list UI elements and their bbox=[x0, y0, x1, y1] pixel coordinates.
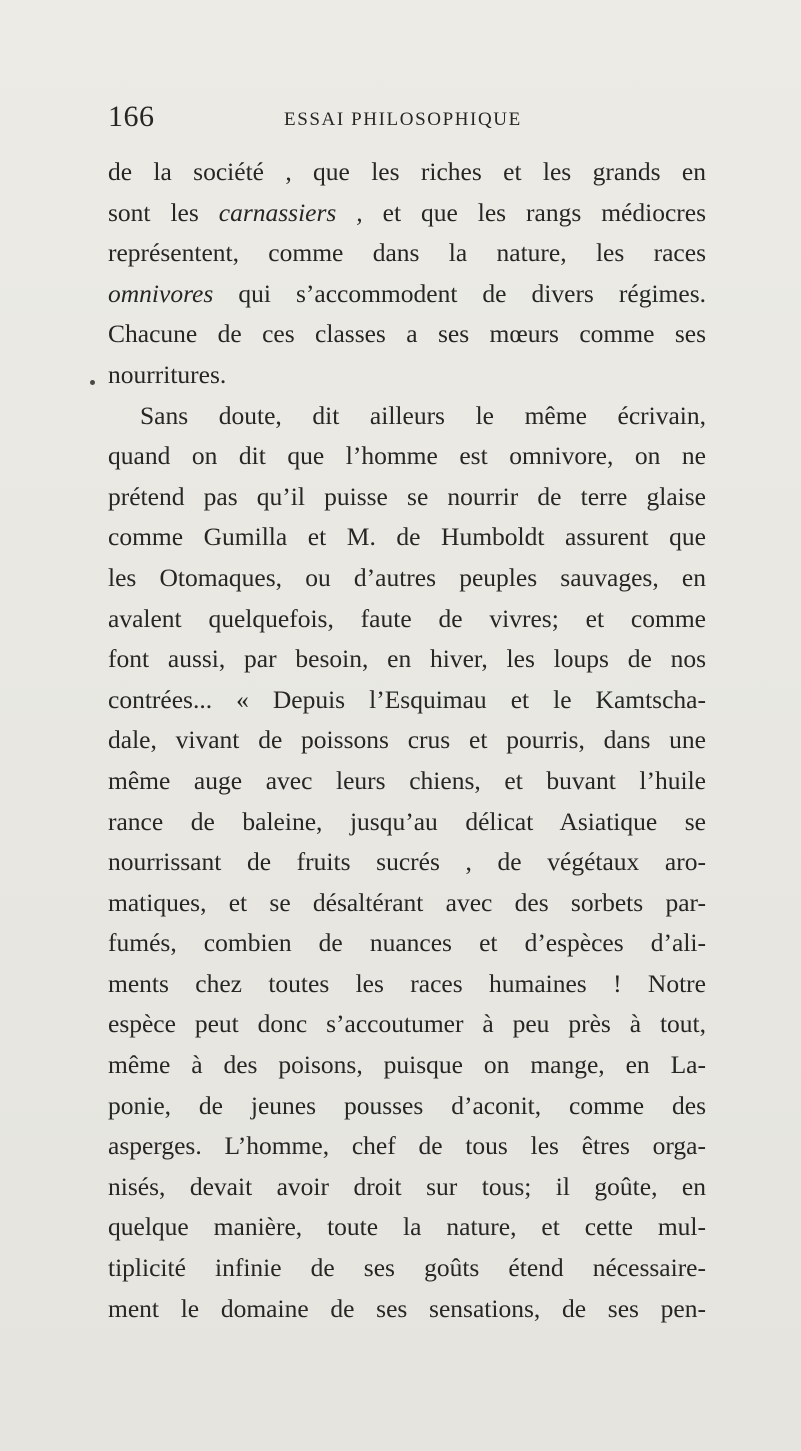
text-line: fumés, combien de nuances et d’espèces d’ali- bbox=[108, 928, 706, 958]
text-line: espèce peut donc s’accoutumer à peu près à tout, bbox=[108, 1009, 706, 1039]
running-head bbox=[108, 100, 708, 140]
text-line: même à des poisons, puisque on mange, en La- bbox=[108, 1050, 706, 1080]
italic-term: omnivores bbox=[108, 278, 214, 308]
page-number: 166 bbox=[108, 100, 155, 133]
text-line: de la société , que les riches et les grands en bbox=[108, 157, 706, 186]
text-line: nourritures. bbox=[108, 359, 227, 389]
text-line: dale, vivant de poissons crus et pourris, dans une bbox=[108, 725, 706, 755]
text-line: tiplicité infinie de ses goûts étend nécessaire- bbox=[108, 1253, 706, 1283]
text-line: matiques, et se désaltérant avec des sorbets par- bbox=[108, 887, 706, 917]
text-line: nisés, devait avoir droit sur tous; il goûte, en bbox=[108, 1171, 706, 1201]
italic-term: carnassiers , bbox=[218, 197, 363, 227]
text-line: même auge avec leurs chiens, et buvant l’huile bbox=[108, 765, 706, 795]
text-line: comme Gumilla et M. de Humboldt assurent que bbox=[108, 522, 706, 552]
text-line: ment le domaine de ses sensations, de ses pen- bbox=[108, 1293, 706, 1323]
text-line: Chacune de ces classes a ses mœurs comme ses bbox=[108, 319, 706, 349]
text-line: quand on dit que l’homme est omnivore, on ne bbox=[108, 441, 706, 471]
running-title: ESSAI PHILOSOPHIQUE bbox=[284, 109, 522, 130]
text-line: quelque manière, toute la nature, et cette mul- bbox=[108, 1212, 706, 1242]
text-line: avalent quelquefois, faute de vivres; et comme bbox=[108, 603, 706, 633]
text-line: ments chez toutes les races humaines ! Notre bbox=[108, 968, 706, 998]
text-line: ponie, de jeunes pousses d’aconit, comme des bbox=[108, 1090, 706, 1120]
text-line: sont les carnassiers , et que les rangs médiocres bbox=[108, 197, 706, 227]
text-line: les Otomaques, ou d’autres peuples sauvages, en bbox=[108, 562, 706, 592]
text-line: Sans doute, dit ailleurs le même écrivain, bbox=[140, 400, 706, 430]
text-line: nourrissant de fruits sucrés , de végétaux aro- bbox=[108, 847, 706, 877]
margin-mark bbox=[90, 380, 95, 385]
text-line: font aussi, par besoin, en hiver, les loups de nos bbox=[108, 644, 706, 674]
text-line: représentent, comme dans la nature, les races bbox=[108, 238, 706, 268]
text-line: prétend pas qu’il puisse se nourrir de terre glaise bbox=[108, 481, 706, 511]
text-line: asperges. L’homme, chef de tous les êtres orga- bbox=[108, 1131, 706, 1161]
text-line: rance de baleine, jusqu’au délicat Asiatique se bbox=[108, 806, 706, 836]
text-line: omnivores qui s’accommodent de divers régimes. bbox=[108, 278, 706, 308]
text-line: contrées... « Depuis l’Esquimau et le Kamtscha- bbox=[108, 684, 706, 714]
body-text bbox=[108, 152, 706, 1329]
